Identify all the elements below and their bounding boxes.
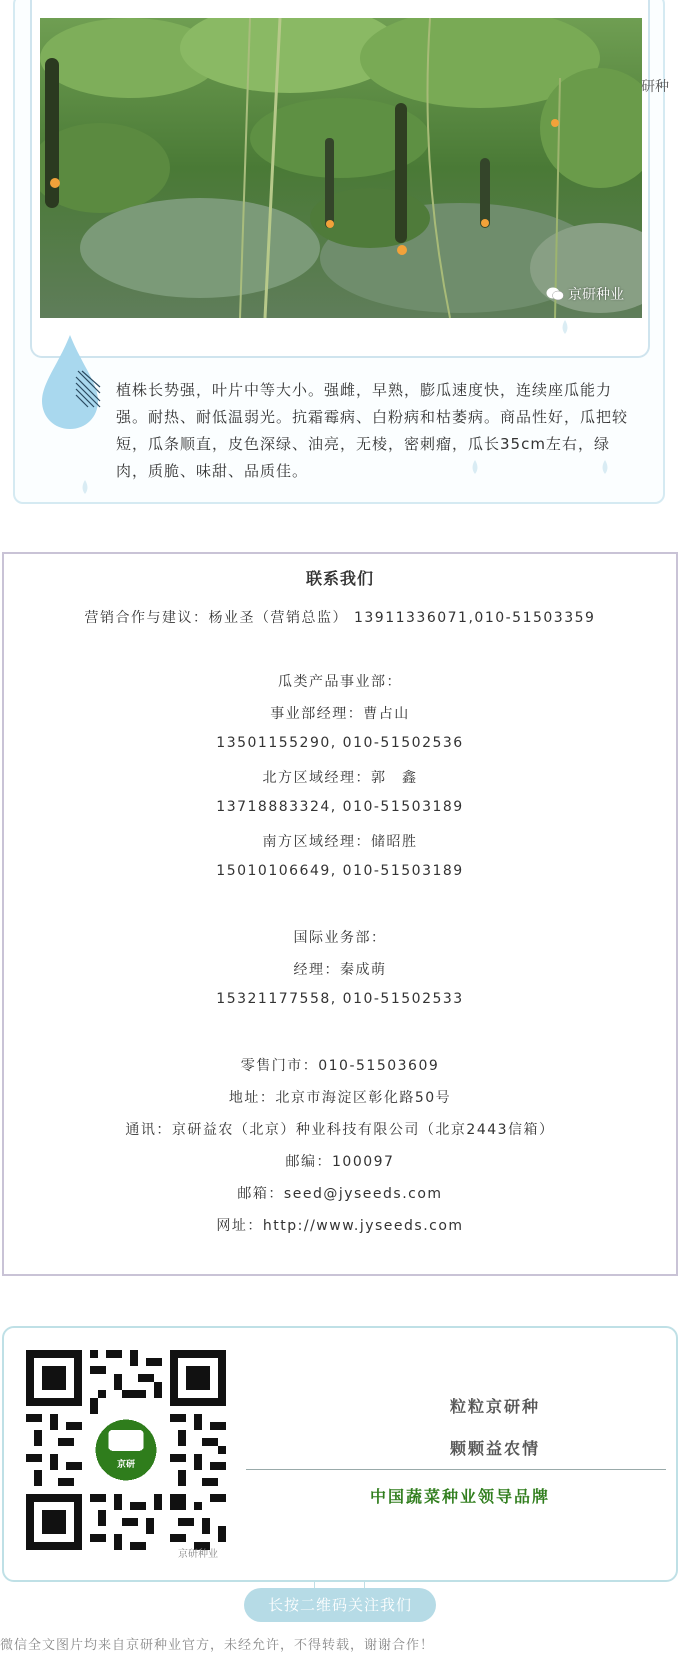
photo-watermark-text: 京研种业 bbox=[568, 287, 624, 303]
edge-fragment: 研种 bbox=[641, 79, 669, 95]
brand-tagline: 中国蔬菜种业领导品牌 bbox=[369, 1487, 550, 1506]
contact-line-mailing: 通讯：京研益农（北京）种业科技有限公司（北京2443信箱） bbox=[125, 1122, 555, 1138]
contact-line-email[interactable]: 邮箱：seed@jyseeds.com bbox=[237, 1186, 443, 1202]
contact-line-marketing: 营销合作与建议：杨业圣（营销总监） 13911336071,010-51503359 bbox=[84, 610, 596, 626]
contact-line-dept-manager: 事业部经理：曹占山 bbox=[270, 706, 410, 722]
photo-watermark bbox=[546, 284, 624, 304]
slogan-line-1: 粒粒京研种 bbox=[449, 1397, 540, 1416]
qr-code[interactable] bbox=[26, 1350, 226, 1550]
contact-line-intl-manager: 经理：秦成萌 bbox=[293, 962, 387, 978]
contact-line-melon-dept: 瓜类产品事业部： bbox=[278, 674, 402, 690]
cucumber-photo[interactable] bbox=[40, 18, 642, 318]
contact-line-intl-phone[interactable]: 15321177558, 010-51502533 bbox=[216, 991, 464, 1007]
contact-line-north-manager: 北方区域经理：郭 鑫 bbox=[262, 770, 418, 786]
contact-line-retail[interactable]: 零售门市：010-51503609 bbox=[240, 1058, 440, 1074]
water-drop-icon bbox=[42, 335, 104, 430]
follow-button[interactable]: 长按二维码关注我们 bbox=[244, 1588, 436, 1622]
contact-line-website[interactable]: 网址：http://www.jyseeds.com bbox=[216, 1218, 464, 1234]
product-description: 植株长势强，叶片中等大小。强雌，早熟，膨瓜速度快，连续座瓜能力强。耐热、耐低温弱光。抗霜霉病、白粉病和枯萎病。商品性好，瓜把较短，瓜条顺直，皮色深绿、油亮，无棱，密刺瘤，瓜长35cm左右，绿肉，质脆、味甜、品质佳。 bbox=[116, 381, 629, 480]
qr-logo-text: 京研 bbox=[116, 1460, 135, 1470]
slogan-divider bbox=[246, 1469, 666, 1470]
contact-line-south-phone[interactable]: 15010106649, 010-51503189 bbox=[216, 863, 464, 879]
contact-line-dept-manager-phone[interactable]: 13501155290, 010-51502536 bbox=[216, 735, 464, 751]
contact-line-north-phone[interactable]: 13718883324, 010-51503189 bbox=[216, 799, 464, 815]
slogan-line-2: 颗颗益农情 bbox=[449, 1439, 540, 1458]
wechat-icon bbox=[546, 287, 564, 301]
qr-logo-badge: BVRC bbox=[114, 1440, 138, 1449]
contact-line-postcode: 邮编：100097 bbox=[285, 1154, 395, 1170]
footer-copyright: 微信全文图片均来自京研种业官方，未经允许，不得转载，谢谢合作！ bbox=[0, 1638, 435, 1653]
droplet-icon bbox=[560, 320, 570, 334]
contact-line-south-manager: 南方区域经理：储昭胜 bbox=[262, 834, 418, 850]
contact-title: 联系我们 bbox=[305, 569, 374, 588]
contact-line-intl-dept: 国际业务部： bbox=[293, 930, 387, 946]
contact-line-address: 地址：北京市海淀区彰化路50号 bbox=[228, 1090, 452, 1106]
qr-watermark: 京研种业 bbox=[178, 1549, 218, 1560]
droplet-icon bbox=[80, 480, 90, 494]
